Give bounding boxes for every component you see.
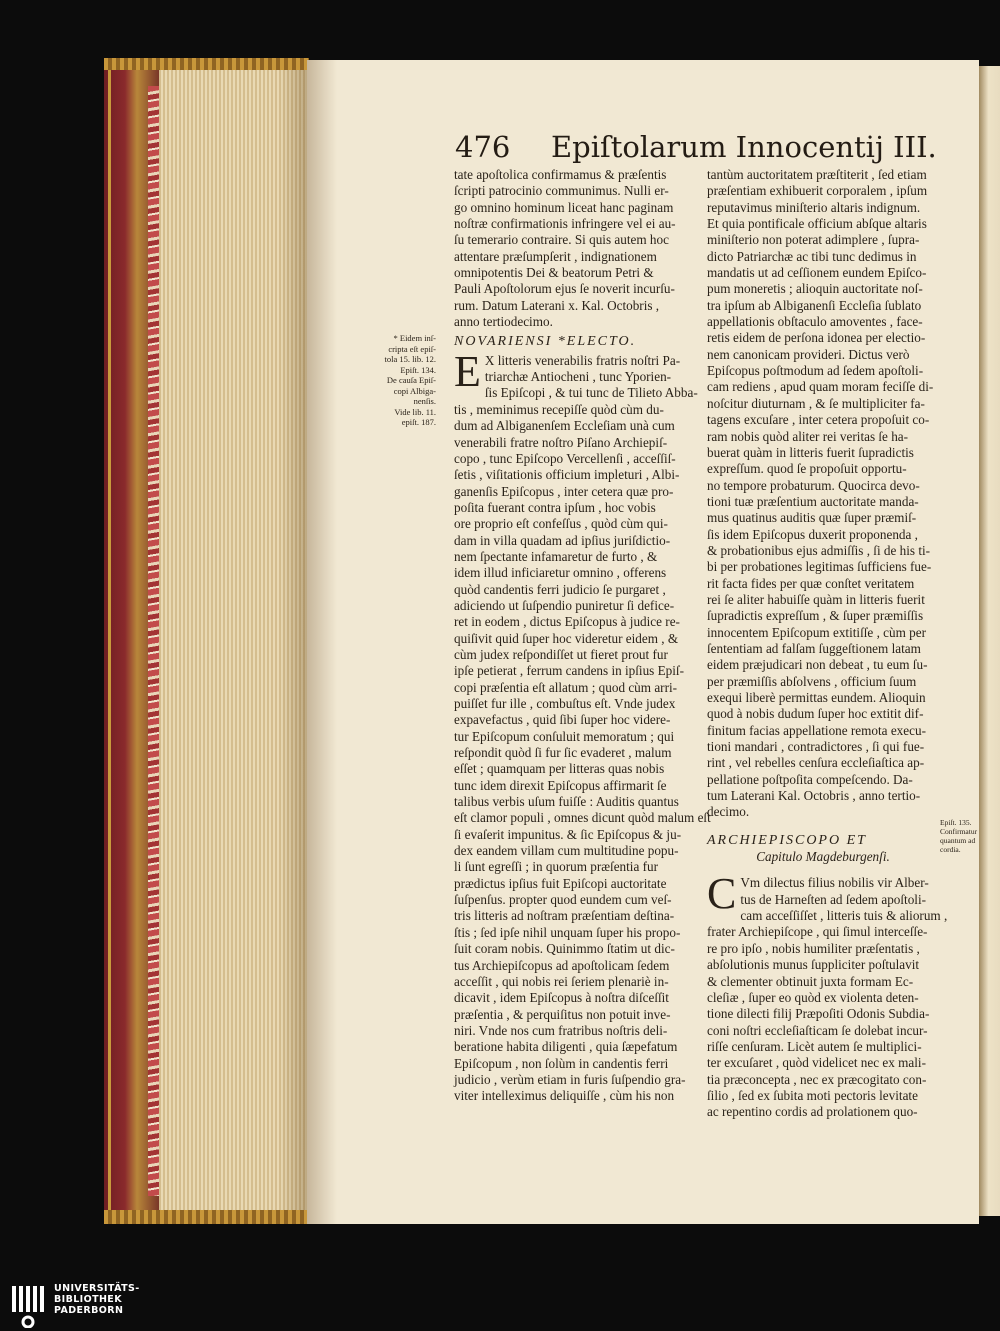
text-line: idem illud inficiaretur omnino , offerens (454, 565, 667, 581)
text-line: decimo. (707, 804, 750, 820)
text-line: Epiſt. 134. (400, 364, 436, 375)
right-margin-note (940, 818, 988, 854)
library-logo-text (54, 1283, 140, 1316)
text-line: cordia. (940, 845, 961, 854)
letter-body (707, 869, 948, 1120)
text-line: X litteris venerabilis fratris noſtri Pa- (484, 352, 681, 368)
text-line: talibus verbis uſum fuiſſe : Auditis quantus (454, 794, 679, 810)
right-column-lines-before (707, 167, 939, 821)
text-line: tia præconcepta , nec ex præcogitato con- (707, 1071, 927, 1087)
logo-line-3: PADERBORN (54, 1305, 124, 1316)
right-text-column (707, 167, 948, 1121)
text-line: Epiſcopus poſtmodum ad ſedem apoſtoli- (707, 363, 924, 379)
text-line: ſis idem Epiſcopus duxerit proponenda , (707, 526, 918, 542)
gilt-top-edge (104, 58, 309, 70)
text-line: omnipotentis Dei & beatorum Petri & (454, 265, 654, 281)
text-line: ſententiam ad falſam ſuggeſtionem latam (707, 640, 921, 656)
text-line: abſolutionis munus ſuppliciter poſtulavit (707, 957, 920, 973)
text-line: mus quatinus auditis quæ ſuper præmiſ- (707, 510, 917, 526)
text-line: retis eidem de perſona idonea per electio- (707, 330, 926, 346)
text-line: tate apoſtolica confirmamus & præſentis (454, 167, 667, 182)
text-line: adiciendo ut ſuſpendio puniretur ſi defice- (454, 597, 675, 613)
text-line: rei ſe aliter habuiſſe quàm in litteris fuerit (707, 591, 925, 607)
text-line: ſuit coram nobis. Quinimmo ſtatim ut dic- (454, 941, 675, 957)
text-line: quòd candentis ferri judicio ſe purgaret , (454, 581, 666, 597)
text-line: appellationis obſtaculo amoventes , face- (707, 314, 923, 330)
text-line: niri. Vnde nos cum fratribus noſtris deli- (454, 1022, 668, 1038)
right-column-lines-after (707, 869, 948, 1120)
text-line: ſilio , ſed ex ſubita moti pectoris levitate (707, 1087, 918, 1103)
text-line: attentare præſumpſerit , indignationem (454, 248, 657, 264)
text-line: ipſe petierat , ferrum candens in ipſius Epiſ- (454, 663, 684, 679)
text-line: rit facta fides per quæ conſtet veritatem (707, 575, 915, 591)
text-line: mandatis ut ad ceſſionem eundem Epiſco- (707, 265, 927, 281)
text-line: tis , meminimus recepiſſe quòd cùm du- (454, 401, 664, 417)
text-line: ſtis ; ſed ipſe nihil unquam ſuper his propo- (454, 924, 681, 940)
text-line: noſcitur diuturnam , & ſe multipliciter fa- (707, 395, 925, 411)
text-line: tur Epiſcopum conſuluit memoratum ; qui (454, 728, 675, 744)
text-line: dicto Patriarchæ ac tibi tunc dedimus in (707, 248, 917, 264)
running-title: Epiſtolarum Innocentij III. (551, 130, 937, 164)
text-line: pellatione poſtpoſita compeſcendo. Da- (707, 771, 913, 787)
text-line: ſetis , viſitationis officium impleturi , Albi- (454, 467, 680, 483)
letter-body (454, 346, 711, 1105)
text-line: eſſet ; quamquam per litteras quas nobis (454, 761, 665, 777)
text-line: ac repentino cordis ad prolationem quo- (707, 1104, 918, 1120)
text-line: buerat quàm in litteris fuerit ſupradictis (707, 444, 914, 460)
library-logo (0, 1281, 160, 1331)
page-number: 476 (455, 130, 511, 164)
text-line: tunc idem direxit Epiſcopus affirmarit ſe (454, 777, 667, 793)
text-line: * Eidem inſ- (393, 333, 436, 343)
text-line: go omnino hominum liceat hanc paginam (454, 199, 674, 215)
text-line: no tempore probaturum. Quocirca devo- (707, 477, 920, 493)
text-line: ſu temerario contraire. Si quis autem hoc (454, 232, 669, 248)
text-line: ſi evaſerit impunitus. & ſic Epiſcopus & ju- (454, 826, 682, 842)
text-line: judicio , verùm etiam in furis ſuſpendio gra- (454, 1071, 686, 1087)
text-line: coni noſtri eccleſiaſticam ſe dolebat incur- (707, 1022, 928, 1038)
text-line: tioni tuæ præſentium auctoritate manda- (707, 493, 919, 509)
text-line: tagens excuſare , inter cetera propoſuit co- (707, 412, 930, 428)
text-line: Epiſt. 135. (940, 818, 972, 827)
text-line: finitum facias appellatione remota execu- (707, 722, 926, 738)
library-logo-mark (10, 1284, 48, 1328)
text-line: li ſunt egreſſi ; in quorum præſentia fur (454, 859, 659, 875)
text-line: prædictus ipſius fuit Epiſcopi auctoritate (454, 875, 667, 891)
text-line: tus Archiepiſcopus ad apoſtolicam ſedem (454, 957, 670, 973)
page-header (455, 130, 937, 172)
text-line: frater Archiepiſcope , qui ſimul interceſſe- (707, 924, 928, 940)
text-line: tioni mandari , contradictores , ſi qui fue- (707, 739, 925, 755)
text-line: tra ipſum ab Albiganenſi Eccleſia ſublato (707, 297, 922, 313)
text-line: ganenſis Epiſcopus , inter cetera quæ pro- (454, 483, 674, 499)
text-line: reputavimus miniſterio altaris indignum. (707, 199, 921, 215)
text-line: copi præſentia eſt allatum ; quod cùm arri- (454, 679, 678, 695)
text-line: dam in villa quadam ad ipſius juriſdictio- (454, 532, 671, 548)
text-line: Vm dilectus filius nobilis vir Alber- (740, 875, 929, 891)
text-line: præſentiam exhibuerit corporalem , ipſum (707, 183, 928, 199)
text-line: quiſivit quid ſuper hoc videretur eidem , & (454, 630, 679, 646)
text-line: rum. Datum Laterani x. Kal. Octobris , (454, 297, 660, 313)
text-line: triarchæ Antiocheni , tunc Yporien- (484, 369, 672, 385)
text-line: & probationibus ejus admiſſis , ſi de his ti- (707, 542, 931, 558)
text-line: Et quia pontificale officium abſque altaris (707, 216, 927, 232)
text-line: ret in eodem , dictus Epiſcopus à judice re- (454, 614, 680, 630)
text-line: dum ad Albiganenſem Eccleſiam unà cum (454, 418, 675, 434)
text-line: miniſterio non poterat adimplere , ſupra- (707, 232, 920, 248)
text-line: Confirmatur (940, 827, 978, 836)
text-line: ſupradictis expreſſum , & ſuper præmiſſis (707, 608, 924, 624)
text-line: ore proprio eſt confeſſus , quòd cùm qui- (454, 516, 668, 532)
text-line: cam acceſſiſſet , litteris tuis & aliorum , (740, 908, 948, 924)
text-line: eidem præjudicari non debeat , tu eum ſu- (707, 657, 928, 673)
text-line: anno tertiodecimo. (454, 314, 553, 330)
facing-page-edge (979, 66, 1000, 1216)
text-line: & clementer obtinuit juxta formam Ec- (707, 973, 914, 989)
text-line: Pauli Apoſtolorum ejus ſe noverit incurſu- (454, 281, 675, 297)
text-line: ſis Epiſcopi , & tui tunc de Tilieto Abba- (484, 385, 698, 401)
text-line: innocentem Epiſcopum extitiſſe , cùm per (707, 624, 926, 640)
text-line: ter excuſaret , quòd videlicet nec ex mali- (707, 1055, 926, 1071)
text-line: cam rediens , apud quam moram feciſſe di- (707, 379, 934, 395)
text-line: pum moneretis ; alioquin auctoritate noſ- (707, 281, 923, 297)
text-line: riſſe cenſuram. Licèt autem ſe multiplici- (707, 1038, 922, 1054)
drop-cap: E (454, 346, 481, 396)
text-line: bi per probationes legitimas ſufficiens fue- (707, 559, 932, 575)
text-line: ſuſpenſus. propter quod eundem cum veſ- (454, 892, 672, 908)
text-line: tus de Harneſten ad ſedem apoſtoli- (740, 891, 927, 907)
text-line: acceſſit , qui nobis rei ſeriem plenariè in- (454, 973, 669, 989)
text-line: copi Albiga- (393, 385, 436, 396)
text-line: puiſſet fur ille , combuſtus eſt. Vnde judex (454, 696, 676, 711)
text-line: ſcripti patrocinio communimus. Nulli er- (454, 183, 669, 199)
text-line: venerabili fratre noſtro Piſano Archiepiſ- (454, 434, 668, 450)
text-line: expreſſum. quod ſe propoſuit opportu- (707, 461, 907, 477)
text-line: tione dilecti filij Præpoſiti Odonis Subdia- (707, 1006, 930, 1022)
text-line: dicavit , idem Epiſcopus à noſtra diſceſſit (454, 990, 669, 1006)
logo-line-2: BIBLIOTHEK (54, 1294, 122, 1305)
text-line: De cauſa Epiſ- (386, 375, 436, 385)
text-line: cripta eſt epiſ- (388, 343, 436, 354)
text-line: poſita fuerant contra ipſum , hoc vobis (454, 499, 656, 515)
left-column-lines-after (454, 346, 711, 1105)
text-line: per præmiſſis abſolvens , officium ſuum (707, 673, 917, 689)
text-line: nenſis. (413, 396, 436, 406)
text-line: tris litteris ad noſtram præſentiam deſtina- (454, 908, 675, 924)
text-line: reſpondit quòd ſi fur ſic evaderet , malum (454, 745, 672, 761)
text-line: re pro ipſo , nobis humiliter præſentatis , (707, 940, 920, 956)
text-line: noſtræ confirmationis infringere vel ei au- (454, 216, 676, 232)
text-line: tum Laterani Kal. Octobris , anno tertio- (707, 788, 921, 804)
left-text-column (454, 167, 711, 1105)
text-line: beratione habita diligenti , quia ſæpefatum (454, 1039, 678, 1055)
text-line: epiſt. 187. (401, 417, 436, 427)
text-line: quod à nobis dudum ſuper hoc extitit dif- (707, 706, 924, 722)
text-line: dex eandem villam cum multitudine popu- (454, 843, 679, 859)
letter-heading: ARCHIEPISCOPO ET (707, 832, 867, 848)
text-line: Epiſcopum , non ſolùm in candentis ferri (454, 1055, 669, 1071)
text-line: exequi liberè permittas eundem. Alioquin (707, 690, 926, 705)
text-line: tantùm auctoritatem præſtiterit , ſed etiam (707, 167, 927, 182)
text-line: viter intelleximus deliquiſſe , cùm his non (454, 1088, 675, 1104)
letter-heading: NOVARIENSI *ELECTO. (454, 334, 637, 350)
left-margin-note (356, 333, 436, 428)
text-line: expavefactus , quid ſibi ſuper hoc videre- (454, 712, 671, 728)
gutter-shadow (307, 60, 337, 1224)
text-line: ram nobis quòd aliter rei veritas ſe ha- (707, 428, 909, 444)
text-line: præſentia , & perquiſitus non potuit inve- (454, 1006, 671, 1022)
drop-cap: C (707, 869, 737, 919)
letter-subheading: Capitulo Magdeburgenſi. (756, 849, 890, 865)
left-column-lines-before (454, 167, 692, 330)
text-line: cleſiæ , ſuper eo quòd ex violenta deten- (707, 989, 919, 1005)
text-line: cùm judex reſpondiſſet ut fieret prout fur (454, 646, 668, 662)
text-line: Vide lib. 11. (394, 406, 436, 417)
text-line: nem canonicam provideri. Dictus verò (707, 346, 910, 362)
text-line: tola 15. lib. 12. (384, 354, 436, 364)
text-line: eſt clamor populi , omnes dicunt quòd malum eſt (454, 810, 711, 826)
text-line: quantum ad (940, 836, 976, 845)
gilt-bottom-edge (104, 1210, 309, 1224)
text-line: rint , vel rebelles cenſura eccleſiaſtica ap- (707, 755, 925, 771)
text-line: copo , tunc Epiſcopo Vercellenſi , acceſſiſ- (454, 450, 676, 466)
logo-line-1: UNIVERSITÄTS- (54, 1283, 140, 1294)
text-line: nem ſpectante infamaretur de furto , & (454, 548, 658, 564)
